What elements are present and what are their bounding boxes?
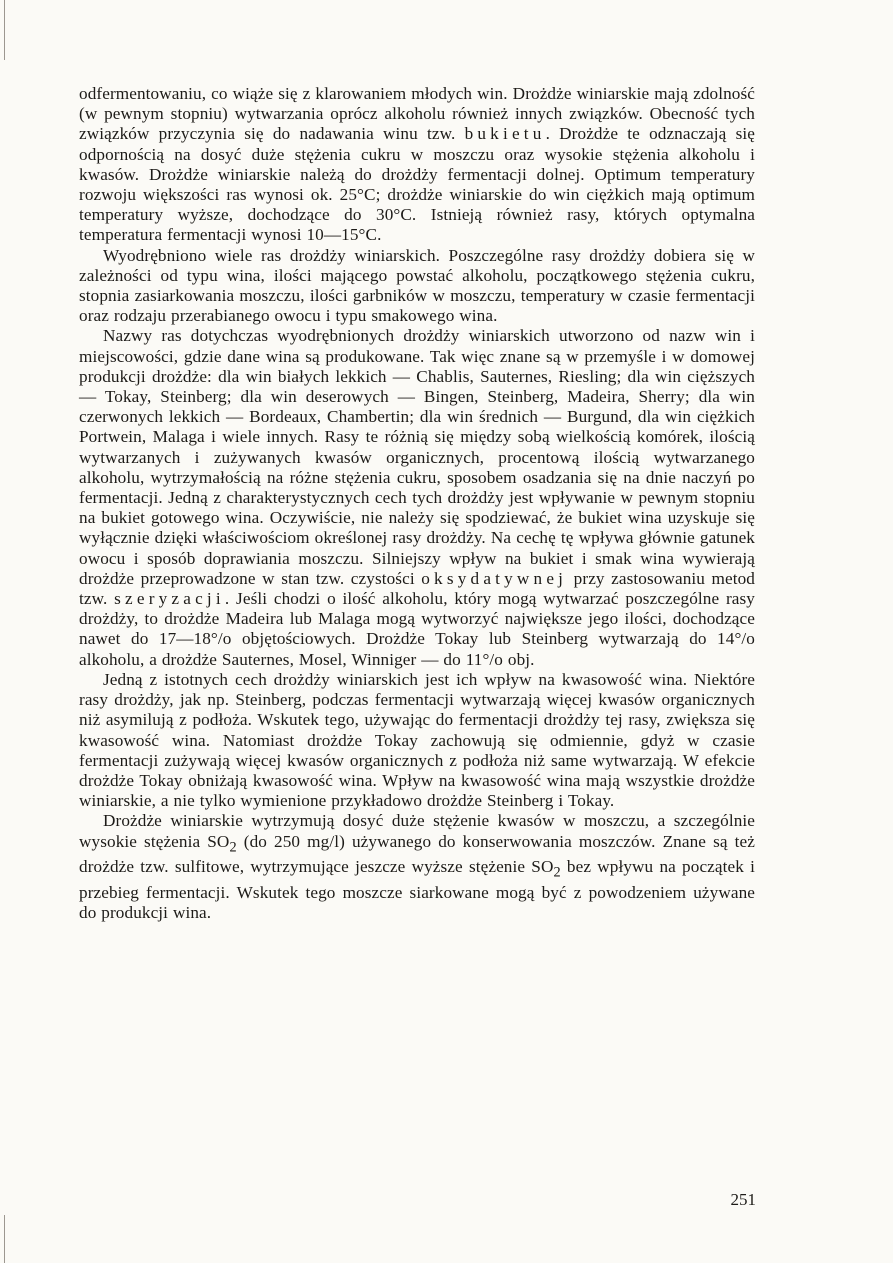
page-number: 251	[730, 1190, 756, 1209]
body-text	[79, 84, 755, 923]
scan-edge-mark-top	[4, 0, 5, 60]
paragraph-2	[79, 246, 755, 327]
paragraph-text: bez wpływu na początek i przebieg fermentacji. Wskutek tego moszcze siarkowane mogą być z powodzeniem używane do produkcji wina.	[79, 857, 755, 922]
paragraph-text: Nazwy ras dotychczas wyodrębnionych drożdży winiarskich utworzono od nazw win i miejscowości, gdzie dane wina są produkowane. Tak więc znane są w przemyśle i w domowej produkcji drożdże: dla win białych lekkich — Chablis, Sauternes, Riesling; dla win cięższych — Tokay, Steinberg; dla win deserowych — Bingen, Steinberg, Madeira, Sherry; dla win czerwonych lekkich — Bordeaux, Chambertin; dla win średnich — Burgund, dla win ciężkich Portwein, Malaga i wiele innych. Rasy te różnią się między sobą wielkością komórek, ilością wytwarzanych i zużywanych kwasów organicznych, procentową ilością wytwarzanego alkoholu, wytrzymałością na różne stężenia cukru, sposobem osadzania się na dnie naczyń po fermentacji. Jedną z charakterystycznych cech tych drożdży jest wpływanie w pewnym stopniu na bukiet gotowego wina. Oczywiście, nie należy się spodziewać, że bukiet wina uzyskuje się wyłącznie dzięki właściwościom określonej rasy drożdży. Na cechę tę wpływa głównie gatunek owocu i sposób doprawiania moszczu. Silniejszy wpływ na bukiet i smak wina wywierają drożdże przeprowadzone w stan tzw. czystości	[79, 326, 755, 588]
paragraph-text: Drożdże winiarskie wytrzymują dosyć duże stężenie kwasów w moszczu, a szczególnie wysokie stężenia SO	[79, 811, 755, 851]
paragraph-4	[79, 670, 755, 811]
spaced-term-szeryzacji: szeryzacji	[114, 589, 225, 609]
paragraph-5	[79, 811, 755, 923]
paragraph-text: . Jeśli chodzi o ilość alkoholu, który mogą wytwarzać poszczególne rasy drożdży, to drożdże Madeira lub Malaga mogą wytworzyć największe jego ilości, dochodzące nawet do 17—18°/o objętościowych. Drożdże Tokay lub Steinberg wytwarzają do 14°/o alkoholu, a drożdże Sauternes, Mosel, Winniger — do 11°/o obj.	[79, 589, 755, 669]
subscript-2: 2	[229, 838, 237, 855]
spaced-term-bukietu: bukietu	[464, 124, 546, 144]
paragraph-text: . Drożdże te odznaczają się odpornością na dosyć duże stężenia cukru w moszczu oraz wysokie stężenia alkoholu i kwasów. Drożdże winiarskie należą do drożdży fermentacji dolnej. Optimum temperatury rozwoju większości ras wynosi ok. 25°C; drożdże winiarskie do win ciężkich mają optimum temperatury wyższe, dochodzące do 30°C. Istnieją również rasy, których optymalna temperatura fermentacji wynosi 10—15°C.	[79, 124, 755, 245]
paragraph-3	[79, 326, 755, 669]
paragraph-text: Wyodrębniono wiele ras drożdży winiarskich. Poszczególne rasy drożdży dobiera się w zależności od typu wina, ilości mającego powstać alkoholu, początkowego stężenia cukru, stopnia zasiarkowania moszczu, ilości garbników w moszczu, temperatury w czasie fermentacji oraz rodzaju przerabianego owocu i typu smakowego wina.	[79, 245, 755, 326]
paragraph-text: Jedną z istotnych cech drożdży winiarskich jest ich wpływ na kwasowość wina. Niektóre rasy drożdży, jak np. Steinberg, podczas fermentacji wytwarzają więcej kwasów organicznych niż asymilują z podłoża. Wskutek tego, używając do fermentacji drożdży tej rasy, zwiększa się kwasowość wina. Natomiast drożdże Tokay zachowują się odmiennie, gdyż w czasie fermentacji zużywają więcej kwasów organicznych z podłoża niż same wytwarzają. W efekcie drożdże Tokay obniżają kwasowość wina. Wpływ na kwasowość wina mają wszystkie drożdże winiarskie, a nie tylko wymienione przykładowo drożdże Steinberg i Tokay.	[79, 669, 755, 811]
subscript-2: 2	[553, 864, 561, 881]
paragraph-text: przy zastosowaniu metod tzw.	[79, 568, 755, 609]
spaced-term-oksydatywnej: oksydatywnej	[421, 568, 568, 588]
paragraph-1	[79, 84, 755, 246]
scan-edge-mark-bottom	[4, 1215, 5, 1263]
paragraph-text: (do 250 mg/l) używanego do konserwowania moszczów. Znane są też drożdże tzw. sulfitowe, wytrzymujące jeszcze wyższe stężenie SO	[79, 831, 755, 877]
paragraph-text: odfermentowaniu, co wiąże się z klarowaniem młodych win. Drożdże winiarskie mają zdolność (w pewnym stopniu) wytwarzania oprócz alkoholu również innych związków. Obecność tych związków przyczynia się do nadawania winu tzw.	[79, 84, 755, 144]
